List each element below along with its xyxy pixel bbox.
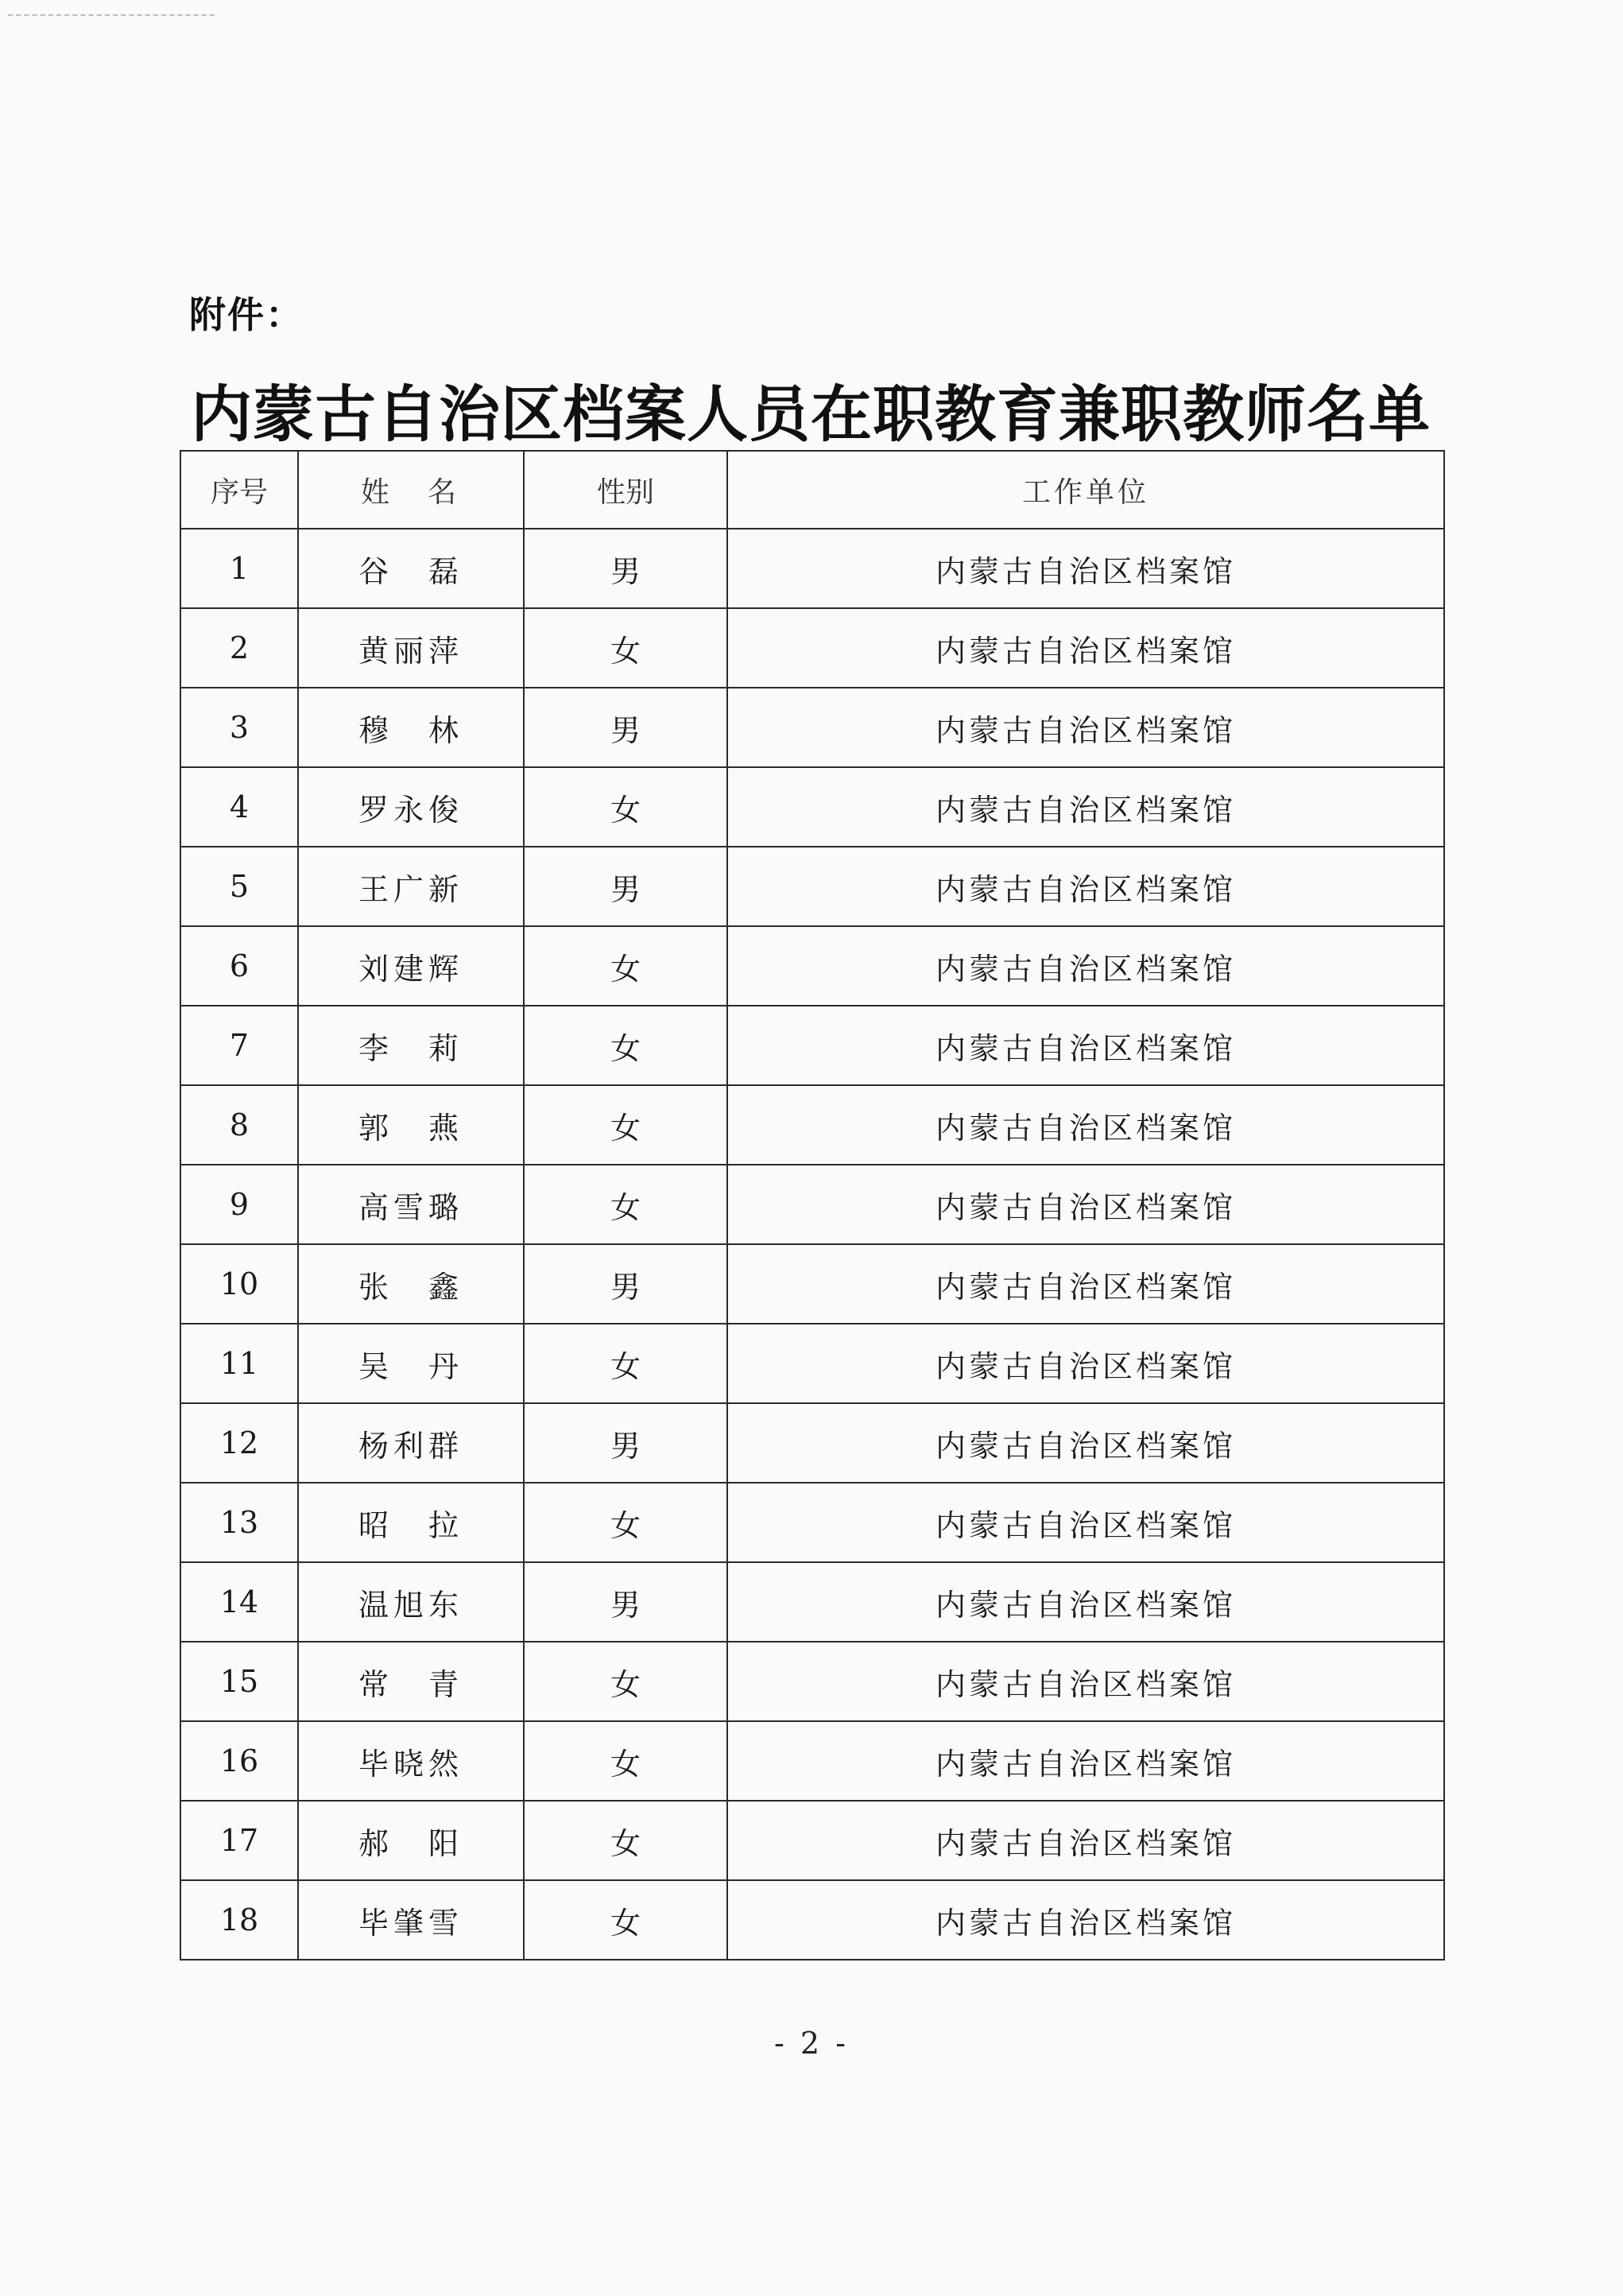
- table-row: [180, 1562, 1444, 1642]
- cell-gender: 女: [524, 926, 727, 1006]
- cell-gender: 女: [524, 1880, 727, 1960]
- cell-seq: 8: [180, 1085, 298, 1165]
- cell-seq: 3: [180, 688, 298, 767]
- cell-gender: 女: [524, 608, 727, 688]
- cell-unit: 内蒙古自治区档案馆: [727, 847, 1444, 926]
- table-row: [180, 1801, 1444, 1880]
- cell-name: 吴 丹: [298, 1324, 524, 1403]
- cell-gender: 女: [524, 1165, 727, 1244]
- cell-unit: 内蒙古自治区档案馆: [727, 1880, 1444, 1960]
- cell-seq: 10: [180, 1244, 298, 1324]
- cell-gender: 女: [524, 1721, 727, 1801]
- cell-unit: 内蒙古自治区档案馆: [727, 1483, 1444, 1562]
- cell-unit: 内蒙古自治区档案馆: [727, 1165, 1444, 1244]
- cell-unit: 内蒙古自治区档案馆: [727, 1244, 1444, 1324]
- teacher-roster-table: [180, 450, 1445, 1961]
- cell-name: 黄丽萍: [298, 608, 524, 688]
- header-name: 姓 名: [298, 451, 524, 529]
- cell-seq: 2: [180, 608, 298, 688]
- table-row: [180, 1244, 1444, 1324]
- table-row: [180, 847, 1444, 926]
- scan-edge-mark: [8, 14, 215, 16]
- cell-gender: 女: [524, 1801, 727, 1880]
- cell-unit: 内蒙古自治区档案馆: [727, 1085, 1444, 1165]
- cell-unit: 内蒙古自治区档案馆: [727, 1562, 1444, 1642]
- cell-name: 郭 燕: [298, 1085, 524, 1165]
- cell-gender: 女: [524, 1642, 727, 1721]
- table-row: [180, 1642, 1444, 1721]
- table-row: [180, 608, 1444, 688]
- cell-unit: 内蒙古自治区档案馆: [727, 1006, 1444, 1085]
- table-row: [180, 1403, 1444, 1483]
- cell-name: 穆 林: [298, 688, 524, 767]
- cell-seq: 18: [180, 1880, 298, 1960]
- cell-name: 高雪璐: [298, 1165, 524, 1244]
- header-unit: 工作单位: [727, 451, 1444, 529]
- table-row: [180, 767, 1444, 847]
- table-row: [180, 926, 1444, 1006]
- cell-seq: 4: [180, 767, 298, 847]
- table-row: [180, 529, 1444, 608]
- cell-unit: 内蒙古自治区档案馆: [727, 767, 1444, 847]
- cell-seq: 1: [180, 529, 298, 608]
- cell-unit: 内蒙古自治区档案馆: [727, 1801, 1444, 1880]
- cell-unit: 内蒙古自治区档案馆: [727, 529, 1444, 608]
- header-gender: 性别: [524, 451, 727, 529]
- cell-seq: 13: [180, 1483, 298, 1562]
- table-row: [180, 1006, 1444, 1085]
- cell-name: 毕肇雪: [298, 1880, 524, 1960]
- cell-name: 常 青: [298, 1642, 524, 1721]
- cell-name: 毕晓然: [298, 1721, 524, 1801]
- table-row: [180, 1483, 1444, 1562]
- cell-gender: 男: [524, 847, 727, 926]
- cell-seq: 12: [180, 1403, 298, 1483]
- table-row: [180, 688, 1444, 767]
- table-row: [180, 1085, 1444, 1165]
- cell-name: 王广新: [298, 847, 524, 926]
- cell-unit: 内蒙古自治区档案馆: [727, 1721, 1444, 1801]
- table-body: [180, 529, 1444, 1960]
- cell-gender: 女: [524, 767, 727, 847]
- cell-seq: 6: [180, 926, 298, 1006]
- cell-unit: 内蒙古自治区档案馆: [727, 1324, 1444, 1403]
- cell-seq: 14: [180, 1562, 298, 1642]
- cell-seq: 16: [180, 1721, 298, 1801]
- cell-gender: 女: [524, 1085, 727, 1165]
- table-row: [180, 1721, 1444, 1801]
- cell-name: 昭 拉: [298, 1483, 524, 1562]
- cell-name: 刘建辉: [298, 926, 524, 1006]
- cell-name: 张 鑫: [298, 1244, 524, 1324]
- attachment-label: 附件：: [189, 293, 304, 336]
- cell-seq: 15: [180, 1642, 298, 1721]
- cell-gender: 男: [524, 688, 727, 767]
- cell-seq: 9: [180, 1165, 298, 1244]
- document-title: 内蒙古自治区档案人员在职教育兼职教师名单: [191, 380, 1431, 451]
- cell-name: 温旭东: [298, 1562, 524, 1642]
- table-row: [180, 1324, 1444, 1403]
- cell-unit: 内蒙古自治区档案馆: [727, 688, 1444, 767]
- table-row: [180, 1880, 1444, 1960]
- cell-unit: 内蒙古自治区档案馆: [727, 608, 1444, 688]
- cell-seq: 11: [180, 1324, 298, 1403]
- cell-name: 杨利群: [298, 1403, 524, 1483]
- cell-gender: 男: [524, 529, 727, 608]
- cell-name: 谷 磊: [298, 529, 524, 608]
- header-seq: 序号: [180, 451, 298, 529]
- cell-gender: 女: [524, 1324, 727, 1403]
- cell-seq: 17: [180, 1801, 298, 1880]
- cell-name: 郝 阳: [298, 1801, 524, 1880]
- cell-name: 李 莉: [298, 1006, 524, 1085]
- table-row: [180, 1165, 1444, 1244]
- cell-gender: 男: [524, 1562, 727, 1642]
- cell-gender: 男: [524, 1403, 727, 1483]
- cell-unit: 内蒙古自治区档案馆: [727, 1403, 1444, 1483]
- cell-gender: 女: [524, 1006, 727, 1085]
- cell-seq: 5: [180, 847, 298, 926]
- cell-name: 罗永俊: [298, 767, 524, 847]
- page-number: - 2 -: [773, 2026, 849, 2061]
- cell-seq: 7: [180, 1006, 298, 1085]
- table-header-row: [180, 451, 1444, 529]
- cell-unit: 内蒙古自治区档案馆: [727, 926, 1444, 1006]
- cell-gender: 男: [524, 1244, 727, 1324]
- cell-unit: 内蒙古自治区档案馆: [727, 1642, 1444, 1721]
- cell-gender: 女: [524, 1483, 727, 1562]
